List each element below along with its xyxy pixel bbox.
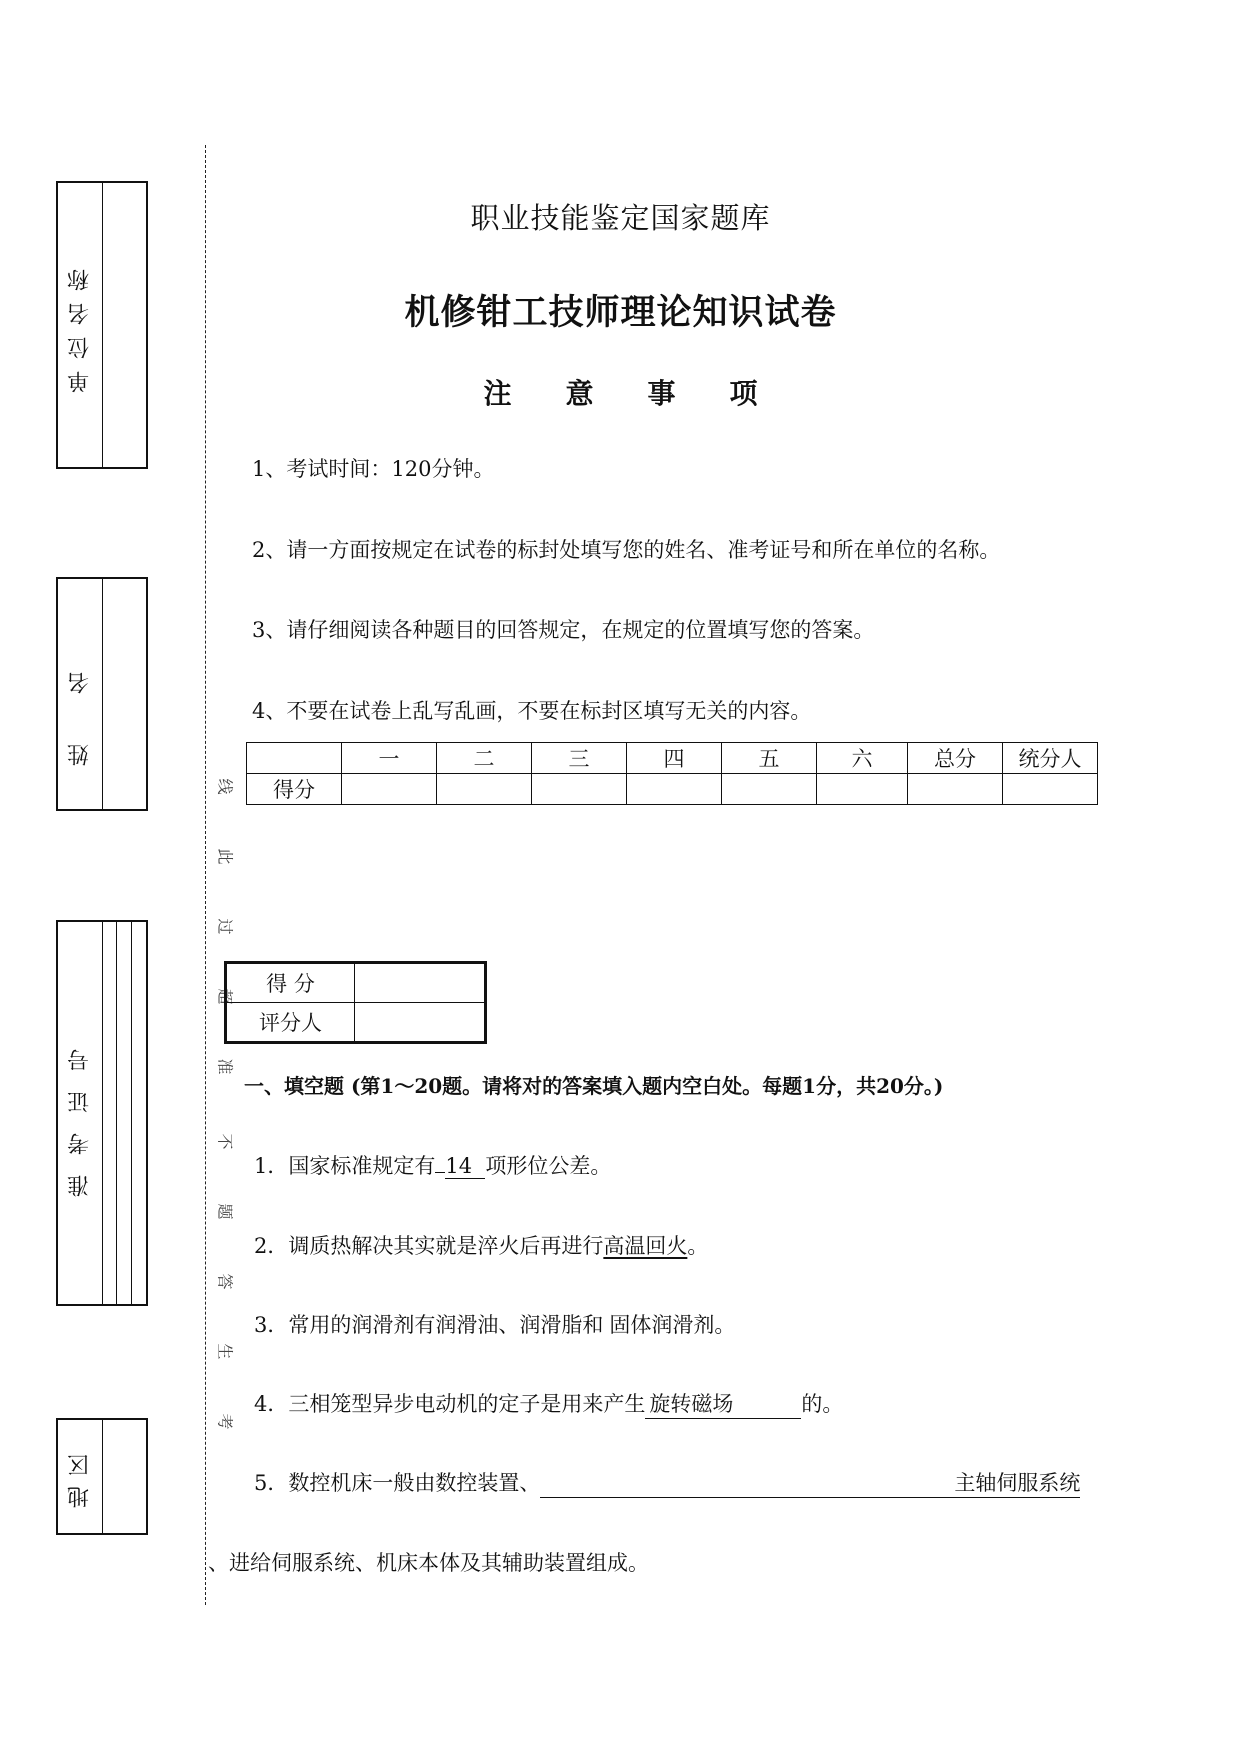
binding-cut-line <box>205 145 206 1605</box>
question-5: 5．数控机床一般由数控装置、 主轴伺服系统 <box>254 1467 1080 1498</box>
score-cell[interactable] <box>1003 774 1098 805</box>
score-cell[interactable] <box>627 774 722 805</box>
score-summary-table <box>246 742 1098 805</box>
ticket-number-label: 准考证号 <box>67 1029 93 1197</box>
grader-name-cell[interactable] <box>355 1003 486 1043</box>
question-1: 1．国家标准规定有 14 项形位公差。 <box>254 1154 612 1178</box>
table-row <box>247 774 1098 805</box>
name-label: 姓名 <box>67 622 93 766</box>
ticket-seal-box <box>56 920 148 1306</box>
score-cell[interactable] <box>817 774 908 805</box>
margin-char: 不 <box>215 1133 235 1150</box>
margin-char: 过 <box>215 918 235 935</box>
grader-table <box>224 961 487 1044</box>
answer-blank[interactable]: 固体润滑剂 <box>609 1313 715 1337</box>
notice-heading: 注 意 事 项 <box>483 377 758 410</box>
rule-item: 1、考试时间：120分钟。 <box>252 457 495 481</box>
margin-char: 线 <box>215 778 235 795</box>
score-cell[interactable] <box>722 774 817 805</box>
table-row: 一 二 三 四 五 六 总分 统分人 <box>247 743 1098 774</box>
ticket-digit-grid <box>102 922 146 1304</box>
rule-item: 4、不要在试卷上乱写乱画，不要在标封区填写无关的内容。 <box>252 699 812 723</box>
question-2: 2．调质热解决其实就是淬火后再进行高温回火。 <box>254 1234 709 1258</box>
exam-title: 机修钳工技师理论知识试卷 <box>404 293 837 333</box>
grader-score-cell[interactable] <box>355 963 486 1003</box>
score-cell[interactable] <box>437 774 532 805</box>
table-row: 评分人 <box>226 1003 486 1043</box>
margin-char: 准 <box>215 1058 235 1075</box>
score-cell[interactable] <box>908 774 1003 805</box>
answer-blank[interactable]: 主轴伺服系统 <box>540 1467 1080 1498</box>
question-5-continuation: 、进给伺服系统、机床本体及其辅助装置组成。 <box>208 1551 649 1575</box>
margin-char: 超 <box>215 988 235 1005</box>
region-label: 地区 <box>67 1444 93 1509</box>
margin-char: 答 <box>215 1273 235 1290</box>
margin-char: 生 <box>215 1343 235 1360</box>
rule-item: 2、请一方面按规定在试卷的标封处填写您的姓名、准考证号和所在单位的名称。 <box>252 538 1001 562</box>
region-seal-box <box>56 1418 148 1535</box>
rule-item: 3、请仔细阅读各种题目的回答规定，在规定的位置填写您的答案。 <box>252 618 875 642</box>
exam-bank-subtitle: 职业技能鉴定国家题库 <box>470 201 771 235</box>
score-cell[interactable] <box>342 774 437 805</box>
margin-char: 此 <box>215 848 235 865</box>
score-row-label: 得分 <box>247 774 342 805</box>
table-row: 得 分 <box>226 963 486 1003</box>
score-cell[interactable] <box>532 774 627 805</box>
answer-blank[interactable]: 高温回火 <box>603 1234 688 1258</box>
margin-char: 考 <box>215 1413 235 1430</box>
answer-blank[interactable]: 14 <box>445 1154 485 1179</box>
section-heading: 一、填空题 (第1～20题。请将对的答案填入题内空白处。每题1分，共20分。) <box>244 1074 944 1098</box>
margin-char: 题 <box>215 1203 235 1220</box>
question-3: 3．常用的润滑剂有润滑油、润滑脂和 固体润滑剂。 <box>254 1313 736 1337</box>
answer-blank[interactable]: 旋转磁场 <box>645 1388 801 1419</box>
unit-name-label: 单位名称 <box>67 257 93 393</box>
name-seal-box <box>56 577 148 811</box>
question-4: 4．三相笼型异步电动机的定子是用来产生 旋转磁场 的。 <box>254 1388 843 1419</box>
